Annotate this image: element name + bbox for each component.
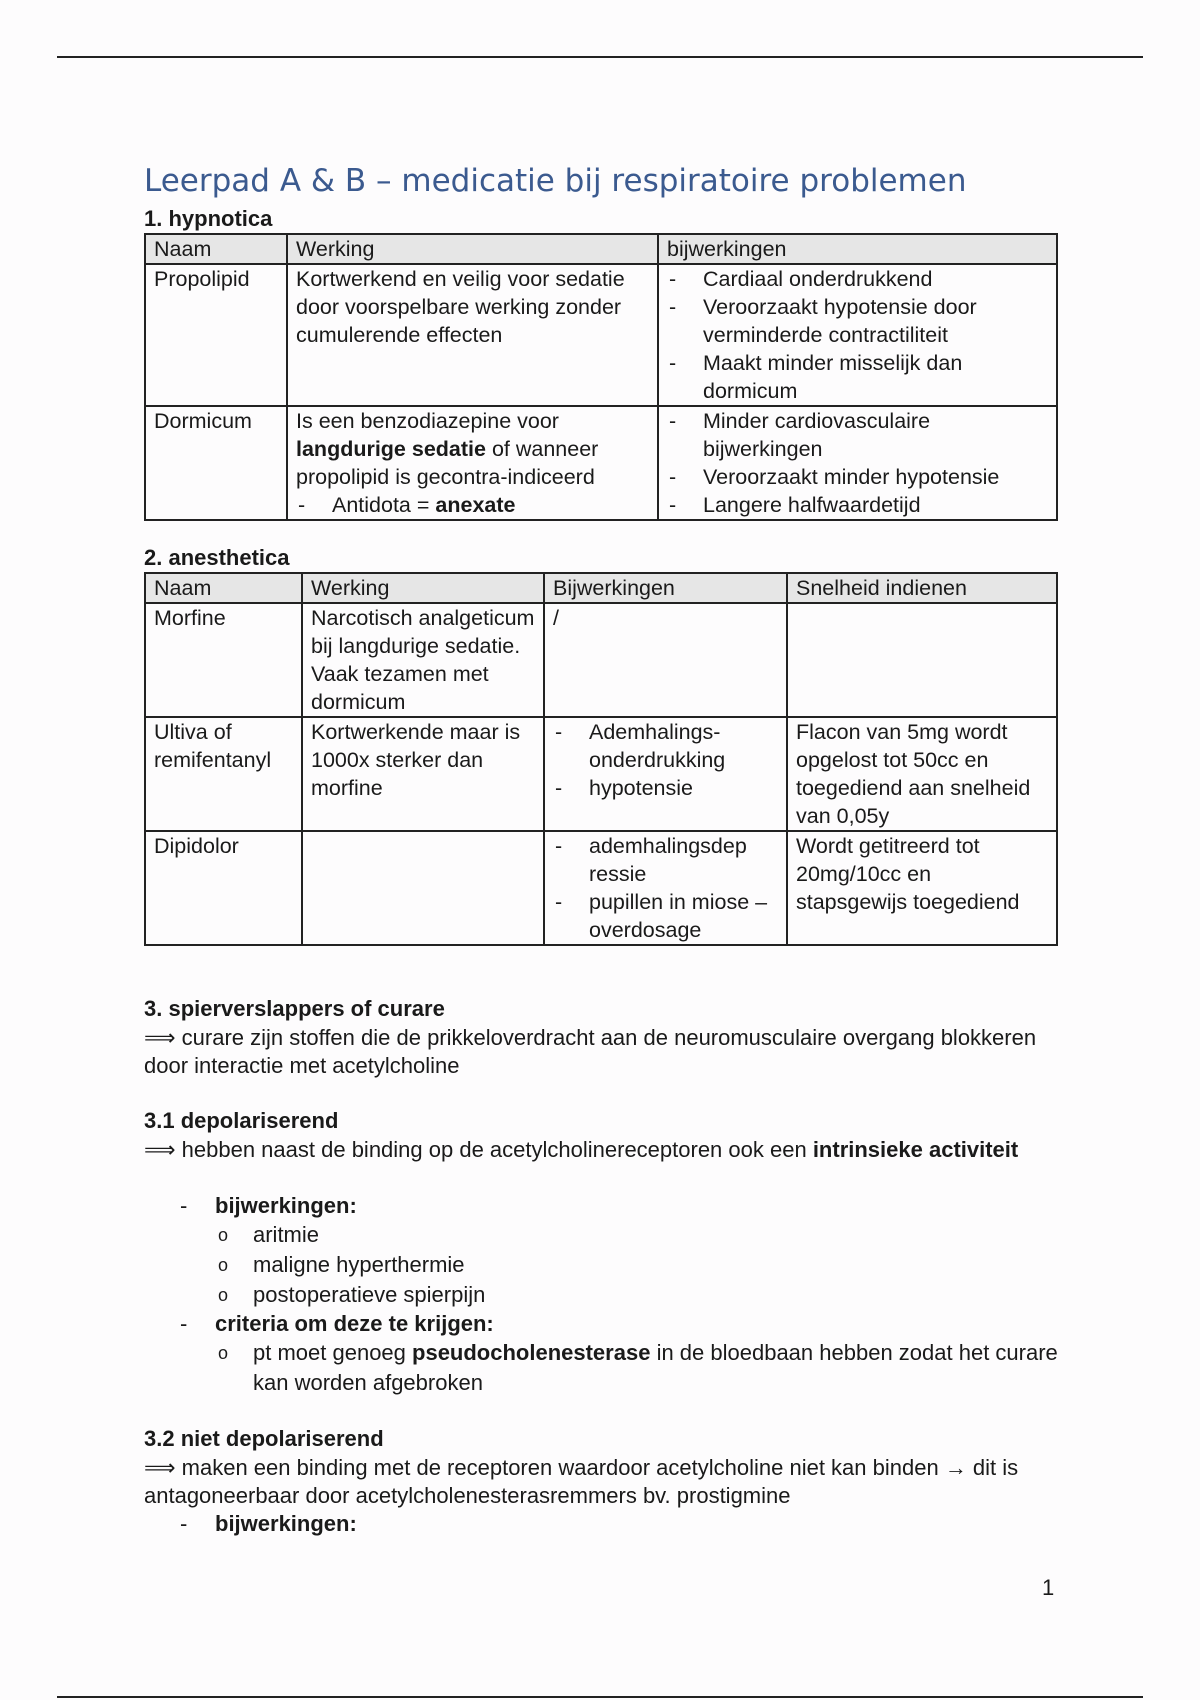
- double-arrow-icon: ⟹: [144, 1137, 176, 1162]
- table-header-row: [145, 573, 1057, 603]
- section-heading-anesthetica: 2. anesthetica: [144, 545, 290, 570]
- cell-werking: Kortwerkende maar is 1000x sterker dan morfine: [302, 717, 544, 831]
- list-item: [218, 1250, 1058, 1280]
- double-arrow-icon: ⟹: [144, 1025, 176, 1050]
- text: in de bloedbaan hebben zodat het curare kan worden afgebroken: [253, 1340, 1058, 1395]
- list-item: [296, 491, 649, 519]
- column-header: bijwerkingen: [658, 234, 1057, 264]
- cell-werking: Narcotisch analgeticum bij langdurige sedatie. Vaak tezamen met dormicum: [302, 603, 544, 717]
- hypnotica-table: [144, 233, 1058, 521]
- text: maken een binding met de receptoren waardoor acetylcholine niet kan binden → dit is antagoneerbaar door acetylcholenesterasremmers bv. prostigmine: [144, 1455, 1019, 1508]
- text: postoperatieve spierpijn: [253, 1282, 486, 1307]
- cell-bijwerkingen: [544, 831, 787, 945]
- circle-bullet-icon: o: [218, 1255, 229, 1275]
- section-heading-curare: 3. spierverslappers of curare: [144, 996, 445, 1021]
- list-item: - hypotensie: [553, 774, 778, 802]
- cell-werking: [287, 406, 658, 520]
- cell-bijwerkingen: [658, 406, 1057, 520]
- page-title: Leerpad A & B – medicatie bij respiratoire problemen: [144, 163, 967, 199]
- column-header: Naam: [145, 573, 302, 603]
- list-item: - Maakt minder misselijk dan dormicum: [667, 349, 1048, 405]
- list-item: - Minder cardiovasculaire bijwerkingen: [667, 407, 1048, 463]
- text: maligne hyperthermie: [253, 1252, 465, 1277]
- list-item: - Cardiaal onderdrukkend: [667, 265, 1048, 293]
- cell-werking: [302, 831, 544, 945]
- cell-naam: Ultiva of remifentanyl: [145, 717, 302, 831]
- cell-snelheid: Wordt getitreerd tot 20mg/10cc en stapsgewijs toegediend: [787, 831, 1057, 945]
- column-header: Bijwerkingen: [544, 573, 787, 603]
- text: Is een benzodiazepine voor: [296, 409, 559, 433]
- page-number: 1: [1042, 1575, 1055, 1600]
- text: aritmie: [253, 1222, 320, 1247]
- column-header: Werking: [287, 234, 658, 264]
- list-item: - pupillen in miose – overdosage: [553, 888, 778, 944]
- depolariserend-paragraph: [144, 1136, 1064, 1164]
- curare-paragraph: [144, 1024, 1064, 1080]
- text: bijwerkingen:: [215, 1193, 357, 1218]
- text: pt moet genoeg: [253, 1340, 413, 1365]
- circle-bullet-icon: o: [218, 1285, 229, 1305]
- cell-naam: Dipidolor: [145, 831, 302, 945]
- text: bijwerkingen:: [215, 1511, 357, 1536]
- table-row: [145, 717, 1057, 831]
- cell-bijwerkingen: [658, 264, 1057, 406]
- text: Antidota =: [332, 493, 436, 517]
- cell-naam: Propolipid: [145, 264, 287, 406]
- list-item: [218, 1220, 1058, 1250]
- table-row: [145, 406, 1057, 520]
- cell-snelheid: Flacon van 5mg wordt opgelost tot 50cc en toegediend aan snelheid van 0,05y: [787, 717, 1057, 831]
- column-header: Werking: [302, 573, 544, 603]
- section-heading-depolariserend: 3.1 depolariserend: [144, 1108, 339, 1133]
- list-item: [218, 1280, 1058, 1310]
- cell-werking: Kortwerkend en veilig voor sedatie door voorspelbare werking zonder cumulerende effecten: [287, 264, 658, 406]
- cell-bijwerkingen: [544, 717, 787, 831]
- table-row: [145, 603, 1057, 717]
- bold-text: anexate: [435, 493, 516, 517]
- bold-text: intrinsieke activiteit: [812, 1137, 1019, 1162]
- text: curare zijn stoffen die de prikkeloverdracht aan de neuromusculaire overgang blokkeren door interactie met acetylcholine: [144, 1025, 1037, 1078]
- list-item: - Ademhalings-onderdrukking: [553, 718, 778, 774]
- text: hebben naast de binding op de acetylcholinereceptoren ook een: [175, 1137, 813, 1162]
- list-item: - Veroorzaakt minder hypotensie: [667, 463, 1048, 491]
- bold-text: pseudocholenesterase: [412, 1340, 651, 1365]
- list-item: - Langere halfwaardetijd: [667, 491, 1048, 519]
- section-heading-niet-depolariserend: 3.2 niet depolariserend: [144, 1426, 384, 1451]
- cell-snelheid: [787, 603, 1057, 717]
- cell-naam: Morfine: [145, 603, 302, 717]
- dash-bullet-icon: -: [180, 1311, 188, 1336]
- table-row: [145, 831, 1057, 945]
- bold-text: langdurige sedatie: [296, 437, 486, 461]
- double-arrow-icon: ⟹: [144, 1455, 176, 1480]
- list-item: - Veroorzaakt hypotensie door verminderde contractiliteit: [667, 293, 1048, 349]
- column-header: Naam: [145, 234, 287, 264]
- table-row: [145, 264, 1057, 406]
- section-heading-hypnotica: 1. hypnotica: [144, 206, 273, 231]
- text: of wanneer propolipid is gecontra-indiceerd: [296, 437, 599, 489]
- dash-bullet-icon: -: [180, 1193, 188, 1218]
- list-item: [218, 1338, 1058, 1398]
- cell-bijwerkingen: /: [544, 603, 787, 717]
- top-rule: [57, 56, 1143, 58]
- dash-bullet-icon: -: [180, 1511, 188, 1536]
- text: criteria om deze te krijgen:: [215, 1311, 494, 1336]
- niet-depolariserend-paragraph: [144, 1454, 1064, 1510]
- cell-naam: Dormicum: [145, 406, 287, 520]
- column-header: Snelheid indienen: [787, 573, 1057, 603]
- table-header-row: [145, 234, 1057, 264]
- list-item: - ademhalingsdep ressie: [553, 832, 778, 888]
- bottom-rule: [57, 1696, 1143, 1698]
- anesthetica-table: [144, 572, 1058, 946]
- circle-bullet-icon: o: [218, 1225, 229, 1245]
- circle-bullet-icon: o: [218, 1343, 229, 1363]
